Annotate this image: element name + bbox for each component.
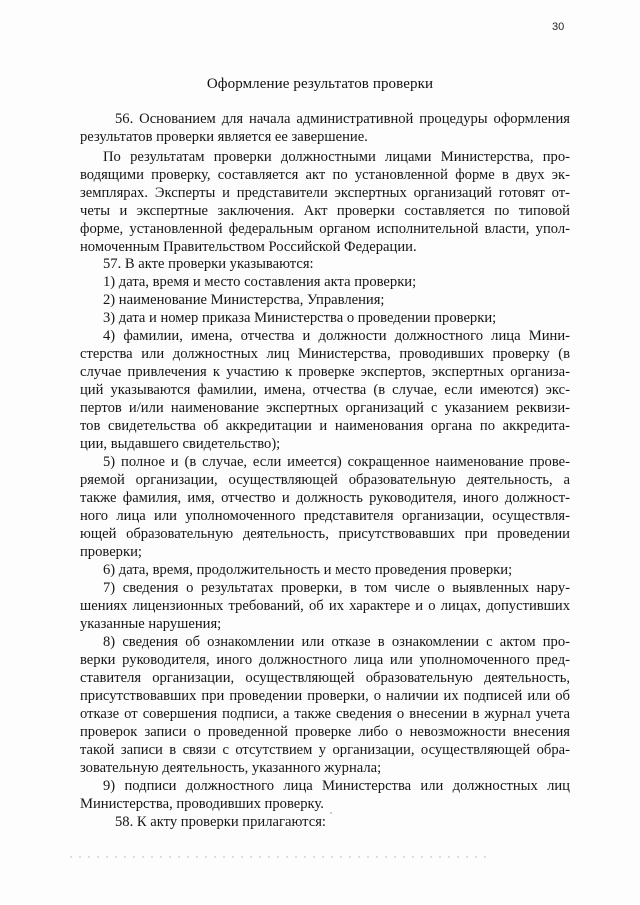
text-line: отказе от совершения подписи, а также сведения о внесении в журнал учета <box>80 706 570 722</box>
text-line: 4) фамилии, имена, отчества и должности должностного лица Мини- <box>103 328 570 344</box>
scan-speck <box>330 812 332 814</box>
text-line: шениях лицензионных требований, об их характере и о лицах, допустивших <box>80 598 570 614</box>
text-line: такой записи в связи с отсутствием у организации, осуществляющей обра- <box>80 742 570 758</box>
text-line: зовательную деятельность, указанного журнала; <box>80 760 382 776</box>
text-line: 5) полное и (в случае, если имеется) сокращенное наименование прове- <box>103 454 570 470</box>
text-line: проверки; <box>80 544 142 560</box>
text-line: 7) сведения о результатах проверки, в том числе о выявленных нару- <box>103 580 570 596</box>
text-line: форме, установленной федеральным органом исполнительной власти, упол- <box>80 221 570 237</box>
text-line: присутствовавших при проведении проверки, о наличии их подписей или об <box>80 688 570 704</box>
text-line: ющей образовательную деятельность, присутствовавших при проведении <box>80 526 570 542</box>
text-line: проверок записи о проведенной проверке либо о невозможности внесения <box>80 724 570 740</box>
text-line: 6) дата, время, продолжительность и место проведения проверки; <box>103 562 513 578</box>
text-line: ции, выдавшего свидетельство); <box>80 436 281 452</box>
text-line: 2) наименование Министерства, Управления; <box>103 292 385 308</box>
text-line: ций указываются фамилии, имена, отчества (в случае, если имеются) экс- <box>80 382 570 398</box>
text-line: земплярах. Эксперты и представители экспертных организаций готовят от- <box>80 185 570 201</box>
text-line: ставителя организации, осуществляющей образовательную деятельность, <box>80 670 570 686</box>
text-line: четы и экспертные заключения. Акт проверки составляется по типовой <box>80 203 570 219</box>
text-line: также фамилия, имя, отчество и должность руководителя, иного должност- <box>80 490 570 506</box>
text-line: номоченным Правительством Российской Федерации. <box>80 239 417 255</box>
text-line: пертов и/или наименование экспертных организаций с указанием реквизи- <box>80 400 570 416</box>
text-line: По результатам проверки должностными лицами Министерства, про- <box>103 149 570 165</box>
text-line: ного лица или уполномоченного представителя организации, осуществля- <box>80 508 570 524</box>
page-number: 30 <box>552 21 565 33</box>
text-line: водящими проверку, составляется акт по установленной форме в двух эк- <box>80 167 570 183</box>
text-line: 58. К акту проверки прилагаются: <box>115 814 326 830</box>
scan-noise <box>70 856 490 858</box>
text-line: ряемой организации, осуществляющей образовательную деятельность, а <box>80 472 570 488</box>
text-line: 1) дата, время и место составления акта проверки; <box>103 274 417 290</box>
text-line: указанные нарушения; <box>80 616 222 632</box>
text-line: верки руководителя, иного должностного лица или уполномоченного пред- <box>80 652 570 668</box>
text-line: тов свидетельства об аккредитации и наименования органа по аккредита- <box>80 418 570 434</box>
text-line: Министерства, проводивших проверку. <box>80 796 324 812</box>
text-line: результатов проверки является ее завершение. <box>80 129 368 145</box>
text-line: случае привлечения к участию к проверке экспертов, экспертных организа- <box>80 364 570 380</box>
section-title: Оформление результатов проверки <box>206 76 434 92</box>
text-line: 8) сведения об ознакомлении или отказе в ознакомлении с актом про- <box>103 634 570 650</box>
text-line: 9) подписи должностного лица Министерства или должностных лиц <box>103 778 570 794</box>
text-line: 57. В акте проверки указываются: <box>103 256 314 272</box>
text-line: 3) дата и номер приказа Министерства о проведении проверки; <box>103 310 497 326</box>
text-line: стерства или должностных лиц Министерства, проводивших проверку (в <box>80 346 570 362</box>
text-line: 56. Основанием для начала административной процедуры оформления <box>115 111 570 127</box>
